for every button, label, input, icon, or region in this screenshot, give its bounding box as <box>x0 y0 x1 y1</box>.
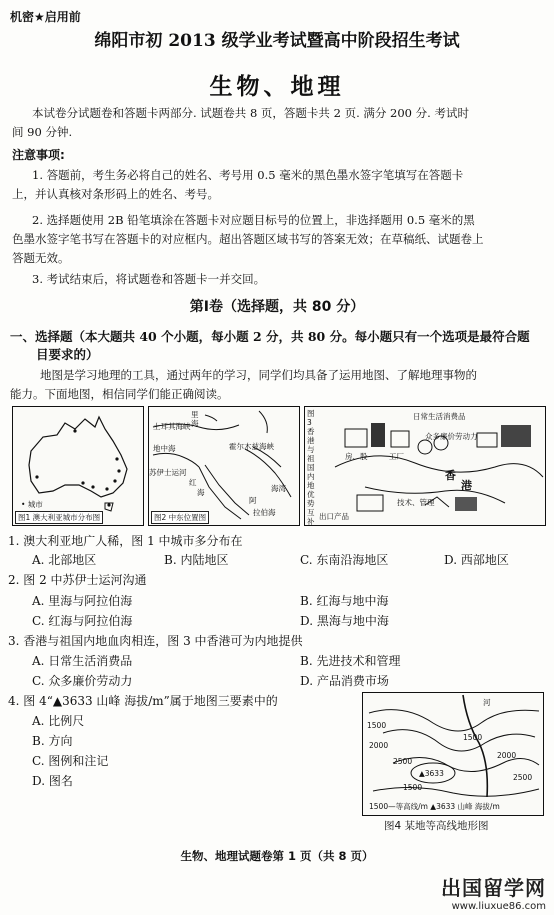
fig1-caption: 图1 澳大利亚城市分布图 <box>15 511 103 524</box>
q3-option-d: D. 产品消费市场 <box>300 674 389 688</box>
passage-line: 能力。下面地图，相信同学们能正确阅读。 <box>10 387 229 401</box>
fig2-label: 苏伊士运河 <box>149 468 187 477</box>
passage-line: 地图是学习地理的工具，通过两年的学习，同学们均具备了运用地图、了解地理事物的 <box>40 368 477 382</box>
notice-line: 1. 答题前，考生务必将自己的姓名、考号用 0.5 毫米的黑色墨水签字笔填写在答题卡 <box>32 168 464 182</box>
fig2-label: 里 <box>191 410 199 419</box>
subject-title: 生物、地理 <box>209 74 345 100</box>
figure-1-australia-map <box>12 406 144 526</box>
q2-option-a: A. 里海与阿拉伯海 <box>32 594 133 608</box>
q4-option-c: C. 图例和注记 <box>32 754 109 768</box>
fig4-label: 2000 <box>369 741 389 750</box>
q2-option-c: C. 红海与阿拉伯海 <box>32 614 133 628</box>
fig2-label: 土耳其海峡 <box>153 422 191 431</box>
fig3-label: 香 <box>445 469 456 482</box>
fig2-label: 阿 <box>249 496 257 505</box>
fig2-label: 海湾 <box>271 484 286 493</box>
fig2-label: 拉伯海 <box>253 508 276 517</box>
fig2-label: 海 <box>191 419 199 428</box>
fig4-caption: 图4 某地等高线地形图 <box>384 820 489 832</box>
q3-option-b: B. 先进技术和管理 <box>300 654 401 668</box>
notice-line: 3. 考试结束后，将试题卷和答题卡一并交回。 <box>32 272 266 286</box>
page-footer: 生物、地理试题卷第 1 页（共 8 页） <box>180 849 374 863</box>
intro-line: 本试卷分试题卷和答题卡两部分. 试题卷共 8 页，答题卡共 2 页. 满分 200 分. 考试时 <box>32 106 469 120</box>
exam-title: 绵阳市初 2013 级学业考试暨高中阶段招生考试 <box>94 31 460 51</box>
fig4-label: 2500 <box>393 757 413 766</box>
fig3-label: 众多廉价劳动力 <box>425 432 478 441</box>
site-watermark <box>441 872 546 912</box>
notice-heading: 注意事项: <box>12 148 65 162</box>
part-heading: 第Ⅰ卷（选择题，共 80 分） <box>189 299 365 315</box>
intro-line: 间 90 分钟. <box>12 125 73 139</box>
fig3-label: 港 <box>461 479 472 492</box>
question-4-stem: 4. 图 4“▲3633 山峰 海拔/m”属于地图三要素中的 <box>8 694 278 708</box>
question-3-stem: 3. 香港与祖国内地血肉相连，图 3 中香港可为内地提供 <box>8 634 303 648</box>
fig4-label: 河 <box>483 698 491 707</box>
section-heading-cont: 目要求的） <box>36 347 99 362</box>
figure-4-contour-map <box>362 692 544 816</box>
fig1-legend: • 城市 <box>21 500 43 509</box>
watermark-text: 出国留学网 <box>441 876 546 900</box>
q2-option-d: D. 黑海与地中海 <box>300 614 389 628</box>
q1-option-a: A. 北部地区 <box>32 553 97 567</box>
confidential-mark: 机密★启用前 <box>10 10 81 24</box>
fig3-label: 房、股 <box>345 452 368 461</box>
q1-option-b: B. 内陆地区 <box>164 553 229 567</box>
q3-option-a: A. 日常生活消费品 <box>32 654 133 668</box>
fig2-label: 红 <box>189 478 197 487</box>
fig2-label: 海 <box>197 488 205 497</box>
fig4-legend: 1500—等高线/m ▲3633 山峰 海拔/m <box>369 802 500 811</box>
q4-option-a: A. 比例尺 <box>32 714 85 728</box>
fig2-caption: 图2 中东位置图 <box>151 511 209 524</box>
fig4-label: 2500 <box>513 773 533 782</box>
fig3-label: 工厂 <box>389 452 404 461</box>
notice-line: 答题无效。 <box>12 251 70 265</box>
fig4-label: 1500 <box>403 783 423 792</box>
q1-option-d: D. 西部地区 <box>444 553 509 567</box>
fig3-label: 出口产品 <box>319 512 349 521</box>
fig4-peak-label: ▲3633 <box>419 769 444 778</box>
fig4-label: 1500 <box>463 733 483 742</box>
question-1-stem: 1. 澳大利亚地广人稀，图 1 中城市多分布在 <box>8 534 243 548</box>
q3-option-c: C. 众多廉价劳动力 <box>32 674 133 688</box>
fig3-label: 技术、管理 <box>397 498 435 507</box>
fig2-label: 地中海 <box>153 444 176 453</box>
question-2-stem: 2. 图 2 中苏伊士运河沟通 <box>8 573 147 587</box>
figure-2-middle-east-map <box>148 406 300 526</box>
notice-line: 色墨水签字笔书写在答题卡的对应框内。超出答题区域书写的答案无效；在草稿纸、试题卷上 <box>12 232 484 246</box>
notice-line: 上，并认真核对条形码上的姓名、考号。 <box>12 187 219 201</box>
section-heading: 一、选择题（本大题共 40 个小题，每小题 2 分，共 80 分。每小题只有一个选项是最符合题 <box>10 329 530 344</box>
fig4-label: 1500 <box>367 721 387 730</box>
fig4-label: 2000 <box>497 751 517 760</box>
figure-3-hong-kong-map <box>304 406 546 526</box>
q4-option-b: B. 方向 <box>32 734 73 748</box>
fig2-label: 霍尔木兹海峡 <box>229 442 274 451</box>
q2-option-b: B. 红海与地中海 <box>300 594 389 608</box>
fig3-label: 日常生活消费品 <box>413 412 466 421</box>
watermark-url: www.liuxue86.com <box>451 901 546 912</box>
notice-line: 2. 选择题使用 2B 铅笔填涂在答题卡对应题目标号的位置上，非选择题用 0.5 毫米的黑 <box>32 213 475 227</box>
fig3-caption-vertical: 图3 香港与祖国内地优势互补 <box>307 409 315 526</box>
q4-option-d: D. 图名 <box>32 774 73 788</box>
q1-option-c: C. 东南沿海地区 <box>300 553 389 567</box>
